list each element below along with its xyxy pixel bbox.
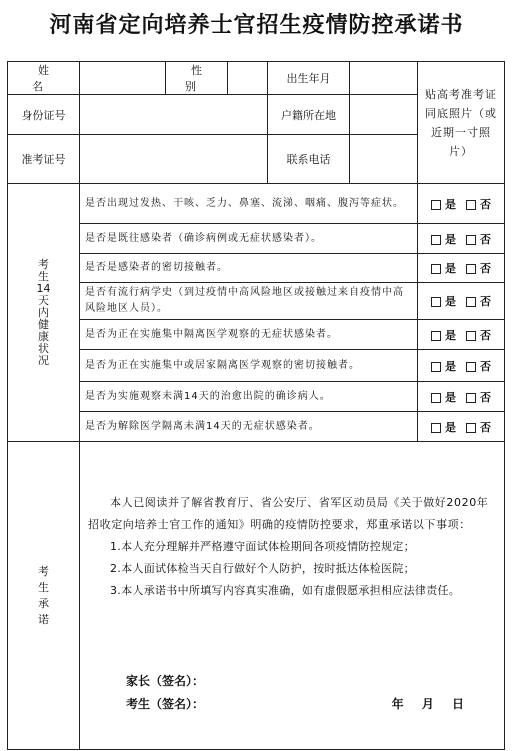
checkbox-yes[interactable] bbox=[431, 362, 441, 372]
student-signature-label: 考生（签名）： bbox=[126, 697, 205, 711]
health-question: 是否是既往感染者（确诊病例或无症状感染者）。 bbox=[80, 224, 418, 254]
health-row bbox=[8, 254, 505, 283]
yes-no-options[interactable]: 是 否 bbox=[418, 184, 505, 224]
health-row bbox=[8, 224, 505, 254]
gender-label: 性 别 bbox=[166, 62, 228, 95]
checkbox-no[interactable] bbox=[466, 331, 476, 341]
name-field[interactable] bbox=[80, 62, 166, 95]
pledge-content bbox=[80, 442, 505, 750]
checkbox-yes[interactable] bbox=[431, 331, 441, 341]
health-question: 是否为实施观察未满14天的治愈出院的确诊病人。 bbox=[80, 382, 418, 412]
household-field[interactable] bbox=[350, 95, 418, 135]
yes-no-options[interactable]: 是 否 bbox=[418, 283, 505, 320]
yes-no-options[interactable]: 是 否 bbox=[418, 320, 505, 350]
parent-signature-label: 家长（签名）： bbox=[126, 674, 205, 688]
yes-no-options[interactable]: 是 否 bbox=[418, 412, 505, 442]
page-title: 河南省定向培养士官招生疫情防控承诺书 bbox=[49, 13, 464, 38]
health-question: 是否为解除医学隔离未满14天的无症状感染者。 bbox=[80, 412, 418, 442]
health-question: 是否有流行病学史（到过疫情中高风险地区或接触过来自疫情中高风险地区人员）。 bbox=[80, 283, 418, 320]
photo-note: 贴高考准考证同底照片（或近期一寸照片） bbox=[425, 87, 497, 158]
id-field[interactable] bbox=[80, 95, 268, 135]
id-label: 身份证号 bbox=[8, 95, 80, 135]
phone-field[interactable] bbox=[350, 135, 418, 184]
health-section-label: 考 生 14 天 内 健 康 状 况 bbox=[8, 184, 80, 442]
health-row bbox=[8, 350, 505, 382]
name-label: 姓 名 bbox=[8, 62, 80, 95]
pledge-form-table bbox=[7, 61, 505, 750]
checkbox-no[interactable] bbox=[466, 235, 476, 245]
checkbox-no[interactable] bbox=[466, 393, 476, 403]
checkbox-no[interactable] bbox=[466, 362, 476, 372]
phone-label: 联系电话 bbox=[268, 135, 350, 184]
health-question: 是否出现过发热、干咳、乏力、鼻塞、流涕、咽痛、腹泻等症状。 bbox=[80, 184, 418, 224]
birth-field[interactable] bbox=[350, 62, 418, 95]
checkbox-yes[interactable] bbox=[431, 264, 441, 274]
yes-no-options[interactable]: 是 否 bbox=[418, 254, 505, 283]
signature-date: 年 月 日 bbox=[391, 697, 464, 711]
checkbox-no[interactable] bbox=[466, 423, 476, 433]
pledge-item: 1.本人充分理解并严格遵守面试体检期间各项疫情防控规定； bbox=[110, 540, 415, 553]
health-question: 是否为正在实施集中或居家隔离医学观察的密切接触者。 bbox=[80, 350, 418, 382]
checkbox-yes[interactable] bbox=[431, 297, 441, 307]
checkbox-no[interactable] bbox=[466, 297, 476, 307]
exam-label: 准考证号 bbox=[8, 135, 80, 184]
yes-no-options[interactable]: 是 否 bbox=[418, 382, 505, 412]
yes-no-options[interactable]: 是 否 bbox=[418, 350, 505, 382]
checkbox-no[interactable] bbox=[466, 200, 476, 210]
birth-label: 出生年月 bbox=[268, 62, 350, 95]
health-row bbox=[8, 320, 505, 350]
pledge-item: 3.本人承诺书中所填写内容真实准确，如有虚假愿承担相应法律责任。 bbox=[110, 584, 461, 597]
yes-no-options[interactable]: 是 否 bbox=[418, 224, 505, 254]
health-question: 是否是感染者的密切接触者。 bbox=[80, 254, 418, 283]
exam-field[interactable] bbox=[80, 135, 268, 184]
photo-box[interactable] bbox=[418, 62, 505, 184]
checkbox-yes[interactable] bbox=[431, 423, 441, 433]
health-row bbox=[8, 184, 505, 224]
pledge-intro: 本人已阅读并了解省教育厅、省公安厅、省军区动员局《关于做好2020年招收定向培养士官工作的通知》明确的疫情防控要求，郑重承诺以下事项： bbox=[88, 496, 489, 531]
pledge-section-label: 考 生 承 诺 bbox=[8, 442, 80, 750]
household-label: 户籍所在地 bbox=[268, 95, 350, 135]
checkbox-yes[interactable] bbox=[431, 393, 441, 403]
health-question: 是否为正在实施集中隔离医学观察的无症状感染者。 bbox=[80, 320, 418, 350]
checkbox-yes[interactable] bbox=[431, 235, 441, 245]
health-row bbox=[8, 382, 505, 412]
health-row bbox=[8, 283, 505, 320]
checkbox-yes[interactable] bbox=[431, 200, 441, 210]
health-row bbox=[8, 412, 505, 442]
pledge-item: 2.本人面试体检当天自行做好个人防护，按时抵达体检医院； bbox=[110, 562, 415, 575]
checkbox-no[interactable] bbox=[466, 264, 476, 274]
